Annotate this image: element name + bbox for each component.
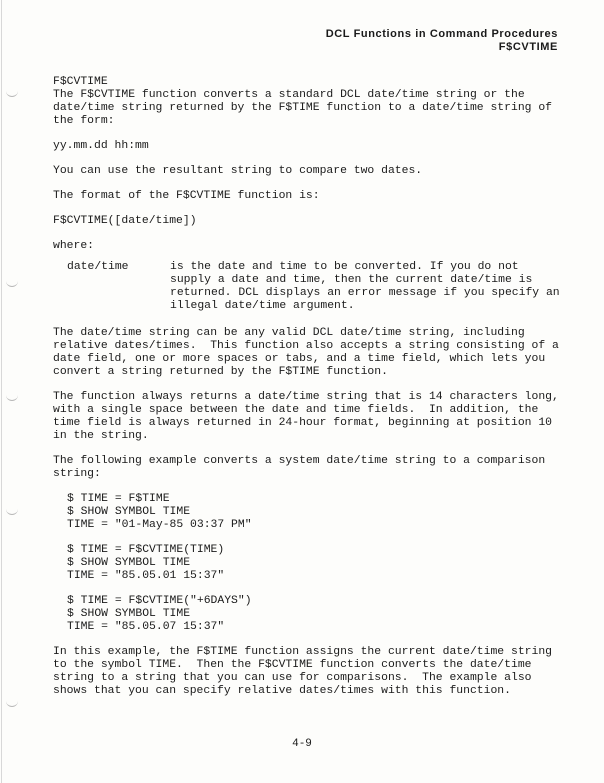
- margin-mark: [6, 392, 18, 401]
- format-line: F$CVTIME([date/time]): [53, 215, 197, 227]
- code-line: $ SHOW SYMBOL TIME: [67, 506, 191, 518]
- code-line: $ TIME = F$TIME: [67, 493, 170, 505]
- example-intro: The following example converts a system date/time string to a comparison string:: [53, 455, 552, 480]
- code-line: TIME = "85.05.07 15:37": [67, 621, 225, 633]
- parameter-term: date/time: [67, 261, 129, 273]
- parameter-entry: [67, 261, 563, 313]
- format-intro: The format of the F$CVTIME function is:: [53, 190, 320, 202]
- section-title: F$CVTIME: [53, 76, 108, 88]
- relative-paragraph: The date/time string can be any valid DCL date/time string, including relative dates/times. This function also accepts a string consisting of a date field, one or more spaces or tabs, and a time field, which lets you convert a string returned by the F$TIME function.: [53, 327, 566, 378]
- code-example: [67, 493, 563, 532]
- header-title: DCL Functions in Command Procedures: [325, 28, 558, 40]
- page-edge-line: [1, 0, 2, 783]
- code-line: $ SHOW SYMBOL TIME: [67, 608, 191, 620]
- code-line: $ TIME = F$CVTIME(TIME): [67, 544, 225, 556]
- running-header: [326, 28, 558, 54]
- code-line: TIME = "01-May-85 03:37 PM": [67, 519, 252, 531]
- page-number: 4-9: [292, 738, 312, 750]
- parameter-description: is the date and time to be converted. If you do not supply a date and time, then the current date/time is returned. DCL displays an error message if you specify an illegal date/time argument.: [170, 261, 560, 312]
- form-line: yy.mm.dd hh:mm: [53, 140, 149, 152]
- where-label: where:: [53, 240, 95, 252]
- margin-mark: [6, 506, 18, 515]
- code-line: $ SHOW SYMBOL TIME: [67, 557, 191, 569]
- compare-paragraph: You can use the resultant string to compare two dates.: [53, 165, 423, 177]
- header-subtitle: F$CVTIME: [498, 41, 558, 53]
- margin-mark: [6, 88, 18, 97]
- main-content: [53, 76, 566, 710]
- code-example: [67, 544, 563, 583]
- closing-paragraph: In this example, the F$TIME function assigns the current date/time string to the symbol TIME. Then the F$CVTIME function converts the date/time string to a string that you can use for comparisons. The example also shows that you can specify relative dates/times with this function.: [53, 646, 559, 697]
- margin-mark: [6, 698, 18, 707]
- code-example: [67, 595, 563, 634]
- code-line: TIME = "85.05.01 15:37": [67, 570, 225, 582]
- intro-paragraph: The F$CVTIME function converts a standard DCL date/time string or the date/time string returned by the F$TIME function to a date/time string of the form:: [53, 89, 559, 127]
- margin-mark: [6, 278, 18, 287]
- format-paragraph: The function always returns a date/time string that is 14 characters long, with a single space between the date and time fields. In addition, the time field is always returned in 24-hour format, beginning at position 10 in the string.: [53, 391, 566, 442]
- code-line: $ TIME = F$CVTIME("+6DAYS"): [67, 595, 252, 607]
